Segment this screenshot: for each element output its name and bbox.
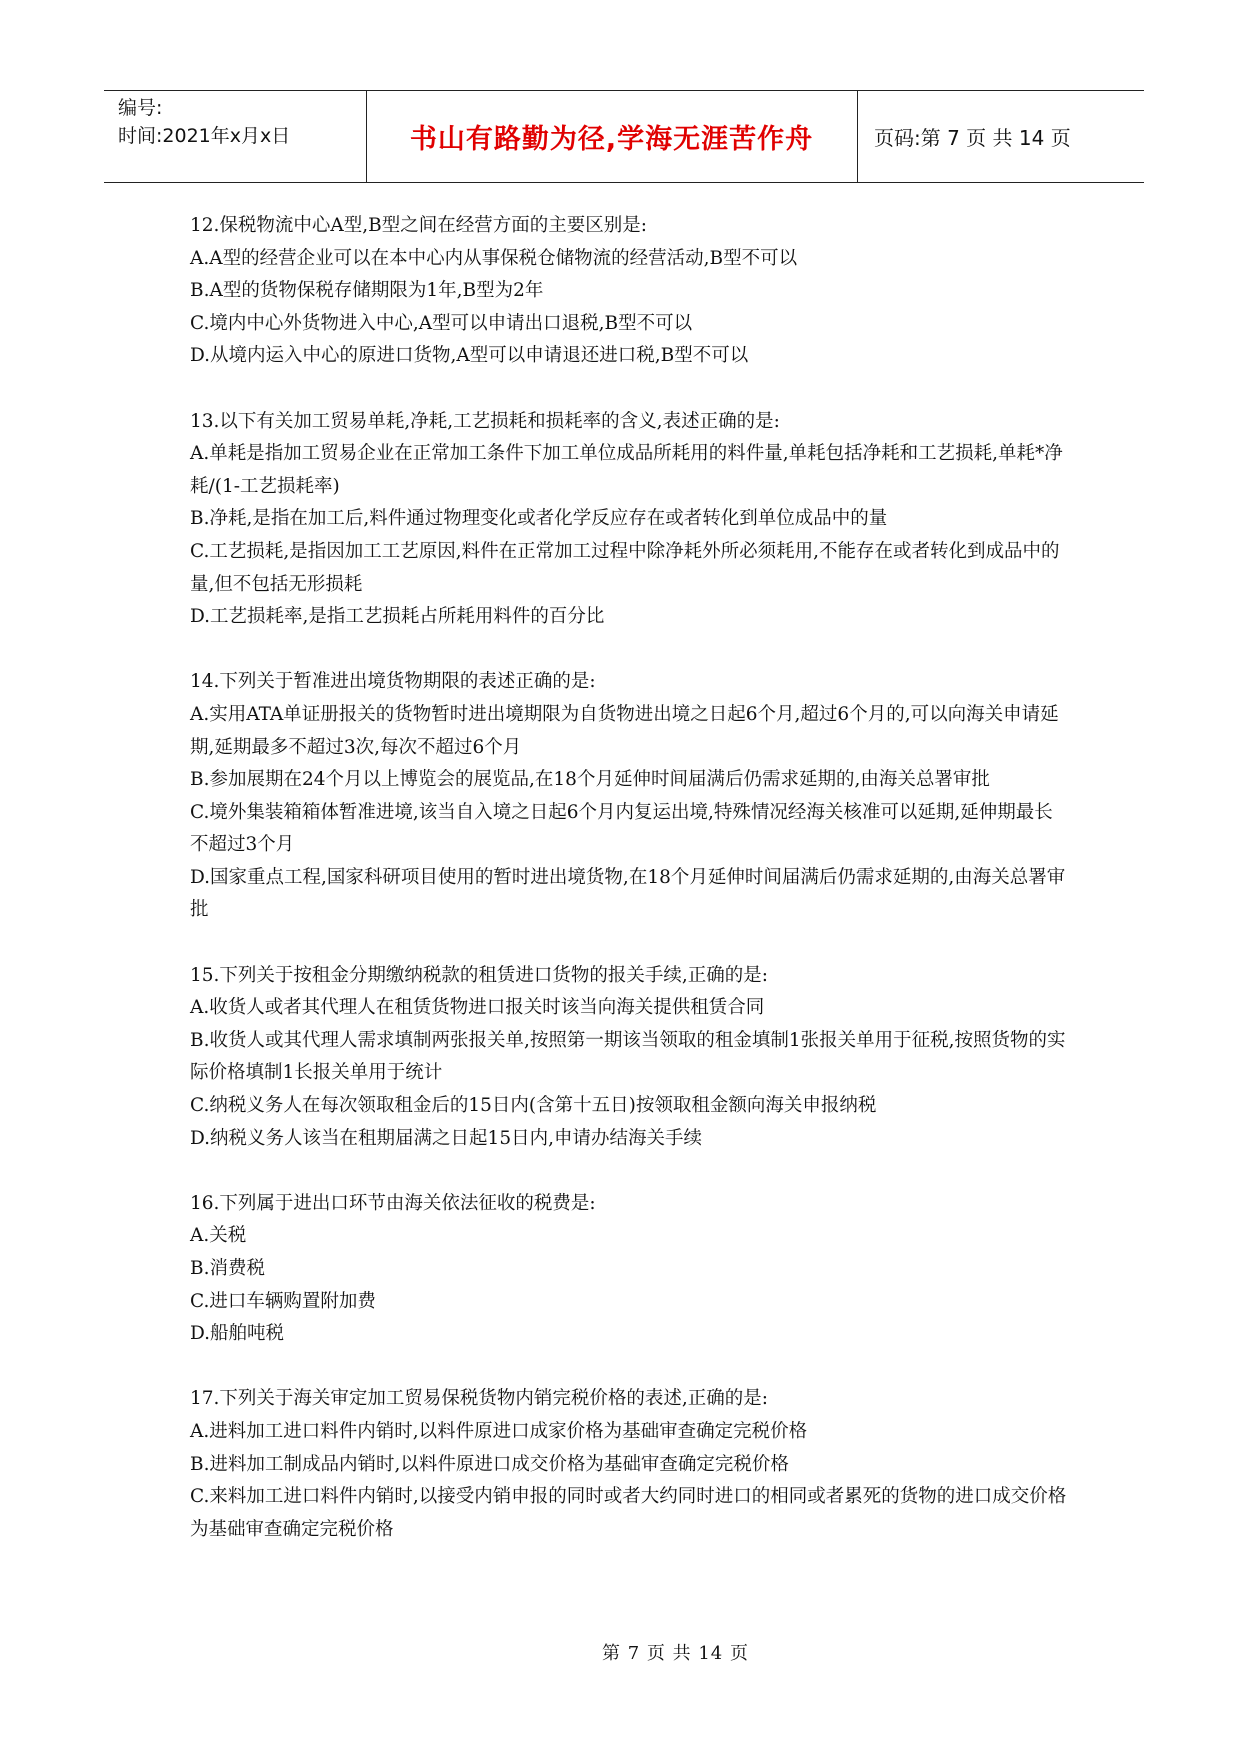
page-footer: 第 7 页 共 14 页: [602, 1643, 749, 1664]
question-13: [190, 406, 1070, 634]
question-option: A.单耗是指加工贸易企业在正常加工条件下加工单位成品所耗用的料件量,单耗包括净耗和工艺损耗,单耗*净耗/(1-工艺损耗率): [190, 443, 1063, 497]
question-list: [190, 210, 1070, 1579]
question-stem: 16.下列属于进出口环节由海关依法征收的税费是:: [190, 1192, 596, 1214]
question-stem: 15.下列关于按租金分期缴纳税款的租赁进口货物的报关手续,正确的是:: [190, 964, 769, 986]
question-option: C.进口车辆购置附加费: [190, 1290, 376, 1312]
question-stem: 14.下列关于暂准进出境货物期限的表述正确的是:: [190, 671, 596, 693]
question-option: B.A型的货物保税存储期限为1年,B型为2年: [190, 280, 544, 302]
document-time-label: 时间:2021年x月x日: [118, 125, 291, 147]
document-number-label: 编号:: [118, 97, 163, 119]
question-12: [190, 210, 1070, 373]
question-option: A.进料加工进口料件内销时,以料件原进口成家价格为基础审查确定完税价格: [190, 1420, 808, 1442]
question-option: A.实用ATA单证册报关的货物暂时进出境期限为自货物进出境之日起6个月,超过6个月的,可以向海关申请延期,延期最多不超过3次,每次不超过6个月: [190, 703, 1059, 758]
header-divider-right: [857, 90, 858, 183]
question-15: [190, 960, 1070, 1156]
question-option: B.净耗,是指在加工后,料件通过物理变化或者化学反应存在或者转化到单位成品中的量: [190, 508, 888, 530]
header-page-info: 页码:第 7 页 共 14 页: [874, 125, 1071, 150]
question-option: C.工艺损耗,是指因加工工艺原因,料件在正常加工过程中除净耗外所必须耗用,不能存在或者转化到成品中的量,但不包括无形损耗: [190, 540, 1060, 595]
question-14: [190, 666, 1070, 927]
question-17: [190, 1383, 1070, 1546]
header-bottom-rule: [104, 182, 1144, 183]
question-option: C.纳税义务人在每次领取租金后的15日内(含第十五日)按领取租金额向海关申报纳税: [190, 1095, 877, 1117]
question-option: A.A型的经营企业可以在本中心内从事保税仓储物流的经营活动,B型不可以: [190, 247, 798, 269]
header-motto: 书山有路勤为径,学海无涯苦作舟: [409, 123, 814, 155]
question-option: D.国家重点工程,国家科研项目使用的暂时进出境货物,在18个月延伸时间届满后仍需求延期的,由海关总署审批: [190, 866, 1066, 921]
question-option: D.从境内运入中心的原进口货物,A型可以申请退还进口税,B型不可以: [190, 345, 749, 367]
question-option: B.进料加工制成品内销时,以料件原进口成交价格为基础审查确定完税价格: [190, 1453, 789, 1475]
question-option: A.关税: [190, 1225, 247, 1247]
question-option: D.纳税义务人该当在租期届满之日起15日内,申请办结海关手续: [190, 1127, 702, 1149]
question-option: C.境内中心外货物进入中心,A型可以申请出口退税,B型不可以: [190, 312, 693, 334]
question-option: D.工艺损耗率,是指工艺损耗占所耗用料件的百分比: [190, 606, 605, 628]
header-meta: [118, 94, 290, 150]
question-16: [190, 1188, 1070, 1351]
question-option: B.消费税: [190, 1258, 265, 1279]
question-option: C.境外集装箱箱体暂准进境,该当自入境之日起6个月内复运出境,特殊情况经海关核准可以延期,延伸期最长不超过3个月: [190, 801, 1053, 856]
question-option: D.船舶吨税: [190, 1323, 285, 1345]
question-option: B.收货人或其代理人需求填制两张报关单,按照第一期该当领取的租金填制1张报关单用于征税,按照货物的实际价格填制1长报关单用于统计: [190, 1029, 1066, 1084]
question-option: C.来料加工进口料件内销时,以接受内销申报的同时或者大约同时进口的相同或者累死的货物的进口成交价格为基础审查确定完税价格: [190, 1486, 1067, 1540]
question-stem: 12.保税物流中心A型,B型之间在经营方面的主要区别是:: [190, 215, 647, 236]
question-stem: 13.以下有关加工贸易单耗,净耗,工艺损耗和损耗率的含义,表述正确的是:: [190, 410, 780, 432]
document-header: [104, 90, 1144, 184]
question-stem: 17.下列关于海关审定加工贸易保税货物内销完税价格的表述,正确的是:: [190, 1388, 769, 1410]
question-option: B.参加展期在24个月以上博览会的展览品,在18个月延伸时间届满后仍需求延期的,由海关总署审批: [190, 769, 990, 791]
question-option: A.收货人或者其代理人在租赁货物进口报关时该当向海关提供租赁合同: [190, 997, 765, 1019]
